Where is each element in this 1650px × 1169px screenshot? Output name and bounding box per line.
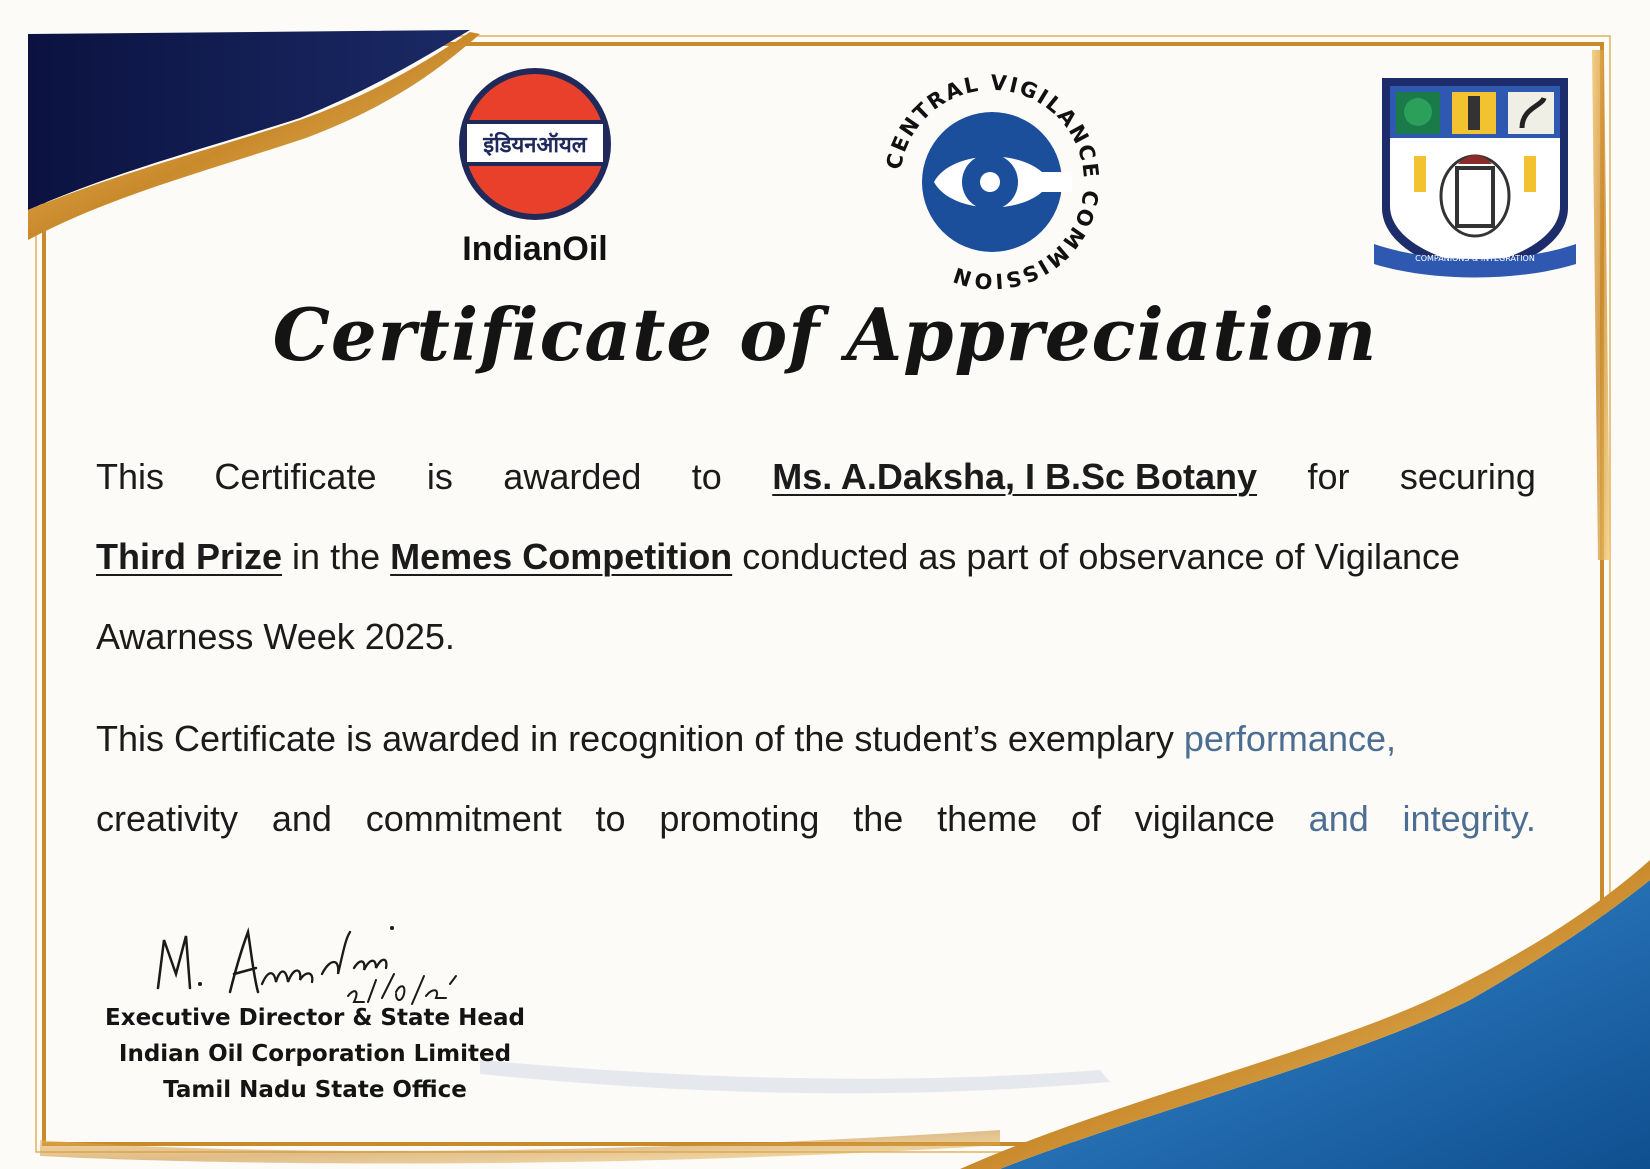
lead-word: This [96, 456, 165, 497]
event-name: Awarness Week 2025. [96, 616, 455, 657]
signatory-organization: Indian Oil Corporation Limited [118, 1041, 512, 1067]
recognition-line-2 [96, 798, 1536, 840]
recognition-line-1 [96, 718, 1536, 760]
indianoil-wordmark: IndianOil [462, 230, 608, 268]
institution-emblem [1372, 68, 1578, 282]
competition-name: Memes Competition [390, 536, 733, 577]
lead-word: securing [1399, 456, 1536, 497]
cvc-logo [872, 62, 1112, 302]
indianoil-logo [450, 64, 620, 268]
recognition-word: the [853, 798, 904, 839]
recognition-word: and [1308, 798, 1369, 839]
award-line-2 [96, 536, 1536, 578]
recognition-word: and [271, 798, 332, 839]
recipient-name: Ms. A.Daksha, I B.Sc Botany [772, 456, 1258, 497]
signatory-block [90, 1000, 540, 1108]
recognition-word: creativity [96, 798, 239, 839]
award-line-2-rest: conducted as part of observance of Vigilance [742, 536, 1461, 577]
certificate-title: Certificate of Appreciation [272, 292, 1378, 377]
recognition-word: to [595, 798, 626, 839]
recognition-word: of [1070, 798, 1101, 839]
lead-word: to [691, 456, 722, 497]
recognition-word: integrity. [1402, 798, 1536, 839]
award-line-1 [96, 456, 1536, 498]
award-line-3 [96, 616, 1536, 658]
top-left-navy-swoosh [28, 30, 470, 210]
lead-word: is [426, 456, 453, 497]
lead-word: awarded [503, 456, 642, 497]
indianoil-hindi-text: इंडियनऑयल [483, 133, 587, 158]
lead-word: for [1307, 456, 1350, 497]
recognition-word: theme [937, 798, 1038, 839]
recognition-word: promoting [659, 798, 820, 839]
prize-name: Third Prize [96, 536, 283, 577]
recognition-line-1-end: performance, [1183, 718, 1396, 759]
handwritten-signature [150, 918, 480, 1008]
indianoil-roundel [450, 64, 620, 234]
recognition-line-1-text: This Certificate is awarded in recognition of the student’s exemplary [96, 718, 1174, 759]
signatory-office: Tamil Nadu State Office [163, 1077, 467, 1103]
signatory-designation: Executive Director & State Head [105, 1005, 525, 1031]
cvc-ring-text: CENTRAL VIGILANCE COMMISSION [881, 70, 1104, 294]
recognition-word: commitment [365, 798, 562, 839]
lead-word: Certificate [214, 456, 377, 497]
emblem-ribbon-text: COMPANIONS & INTEGRATION [1415, 254, 1535, 263]
recognition-word: vigilance [1134, 798, 1275, 839]
in-the-text: in the [292, 536, 381, 577]
